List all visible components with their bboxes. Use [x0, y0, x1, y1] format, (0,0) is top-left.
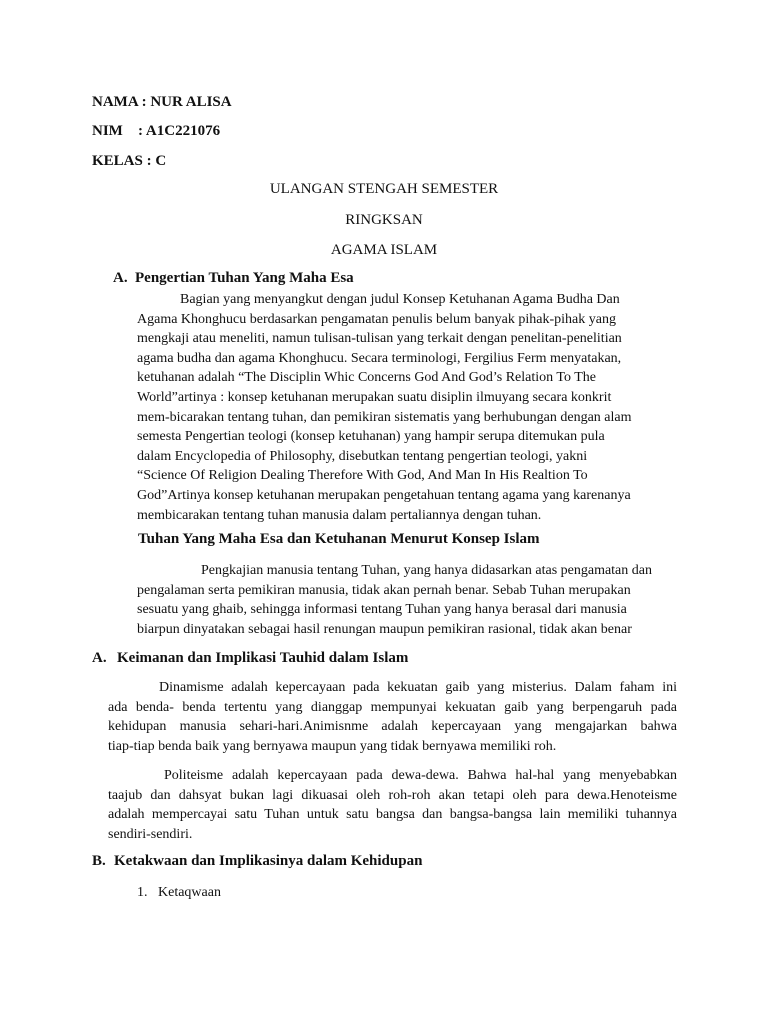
paragraph-line: Bagian yang menyangkut dengan judul Konsep Ketuhanan Agama Budha Dan — [180, 292, 620, 307]
paragraph-line: ada benda- benda tertentu yang dianggap mempunyai kekuatan gaib yang berpengaruh pada — [108, 699, 677, 715]
keimanan-paragraph-1 — [108, 678, 677, 756]
paragraph-line: kehidupan manusia sehari-hari.Animisnme adalah kepercayaan yang mengajarkan bahwa — [108, 719, 677, 735]
section-b-marker: B. — [92, 853, 106, 869]
paragraph-line: Politeisme adalah kepercayaan pada dewa-dewa. Bahwa hal-hal yang menyebabkan — [164, 768, 677, 783]
paragraph-line: membicarakan tentang tuhan manusia dalam pertaliannya dengan tuhan. — [137, 507, 542, 523]
nim-label: NIM — [92, 123, 123, 139]
paragraph-line: pengalaman serta pemikiran manusia, tidak akan pernah benar. Sebab Tuhan merupakan — [137, 582, 631, 598]
student-nim — [92, 123, 220, 140]
paragraph-line: God”Artinya konsep ketuhanan merupakan pengetahuan tentang agama yang karenanya — [137, 487, 631, 503]
paragraph-line: dalam Encyclopedia of Philosophy, disebutkan tentang pengertian teologi, yakni — [137, 448, 588, 464]
paragraph-line: Agama Khonghucu berdasarkan pengamatan penulis belum banyak pihak-pihak yang — [137, 311, 616, 327]
paragraph-line: sesuatu yang ghaib, sehingga informasi tentang Tuhan yang hanya berasal dari manusia — [137, 602, 627, 618]
section-keimanan-title: Keimanan dan Implikasi Tauhid dalam Islam — [117, 650, 409, 666]
subsection-paragraph — [137, 561, 677, 639]
section-a-title: Pengertian Tuhan Yang Maha Esa — [135, 270, 354, 286]
paragraph-line: taajub dan dahsyat bukan lagi dikuasai oleh roh-roh akan tetapi oleh para dewa.Henoteisme — [108, 787, 677, 803]
section-a-heading — [113, 270, 354, 287]
section-b-heading — [92, 853, 422, 870]
paragraph-line: “Science Of Religion Dealing Therefore With God, And Man In His Realtion To — [137, 468, 588, 484]
list-item — [137, 885, 221, 901]
paragraph-line: adalah mempercayai satu Tuhan untuk satu bangsa dan bangsa-bangsa lain memiliki tuhannya — [108, 807, 677, 823]
paragraph-line: mengkaji atau meneliti, namun tulisan-tulisan yang terkait dengan penelitan-penelitian — [137, 331, 622, 347]
summary-title: RINGKSAN — [345, 212, 423, 228]
student-class: KELAS : C — [92, 153, 167, 169]
paragraph-line: mem-bicarakan tentang tuhan, dan pemikiran sistematis yang berhubungan dengan alam — [137, 409, 632, 425]
section-keimanan-marker: A. — [92, 650, 107, 666]
paragraph-line: sendiri-sendiri. — [108, 826, 193, 842]
paragraph-line: ketuhanan adalah “The Disciplin Whic Concerns God And God’s Relation To The — [137, 370, 596, 386]
section-keimanan-heading — [92, 650, 408, 667]
subject-title: AGAMA ISLAM — [330, 242, 438, 258]
section-a-marker: A. — [113, 270, 128, 286]
list-item-number: 1. — [137, 885, 148, 900]
nim-value: : A1C221076 — [138, 123, 221, 139]
paragraph-line: semesta Pengertian teologi (konsep ketuhanan) yang hampir serupa ditemukan pula — [137, 429, 605, 445]
section-a-paragraph — [137, 290, 677, 525]
list-item-label: Ketaqwaan — [158, 885, 221, 900]
subsection-heading: Tuhan Yang Maha Esa dan Ketuhanan Menurut Konsep Islam — [138, 531, 540, 547]
paragraph-line: World”artinya : konsep ketuhanan merupakan suatu disiplin ilmuyang secara konkrit — [137, 389, 612, 405]
exam-title: ULANGAN STENGAH SEMESTER — [269, 181, 499, 197]
keimanan-paragraph-2 — [108, 766, 677, 844]
section-b-title: Ketakwaan dan Implikasinya dalam Kehidupan — [114, 853, 423, 869]
paragraph-line: agama budha dan agama Khonghucu. Secara terminologi, Fergilius Ferm menyatakan, — [137, 350, 622, 366]
paragraph-line: biarpun dinyatakan sebagai hasil renungan maupun pemikiran rasional, tidak akan benar — [137, 621, 632, 637]
paragraph-line: Pengkajian manusia tentang Tuhan, yang hanya didasarkan atas pengamatan dan — [201, 563, 652, 578]
paragraph-line: Dinamisme adalah kepercayaan pada kekuatan gaib yang misterius. Dalam faham ini — [159, 680, 677, 695]
student-name: NAMA : NUR ALISA — [92, 94, 232, 110]
paragraph-line: tiap-tiap benda baik yang bernyawa maupun yang tidak bernyawa memiliki roh. — [108, 738, 557, 754]
